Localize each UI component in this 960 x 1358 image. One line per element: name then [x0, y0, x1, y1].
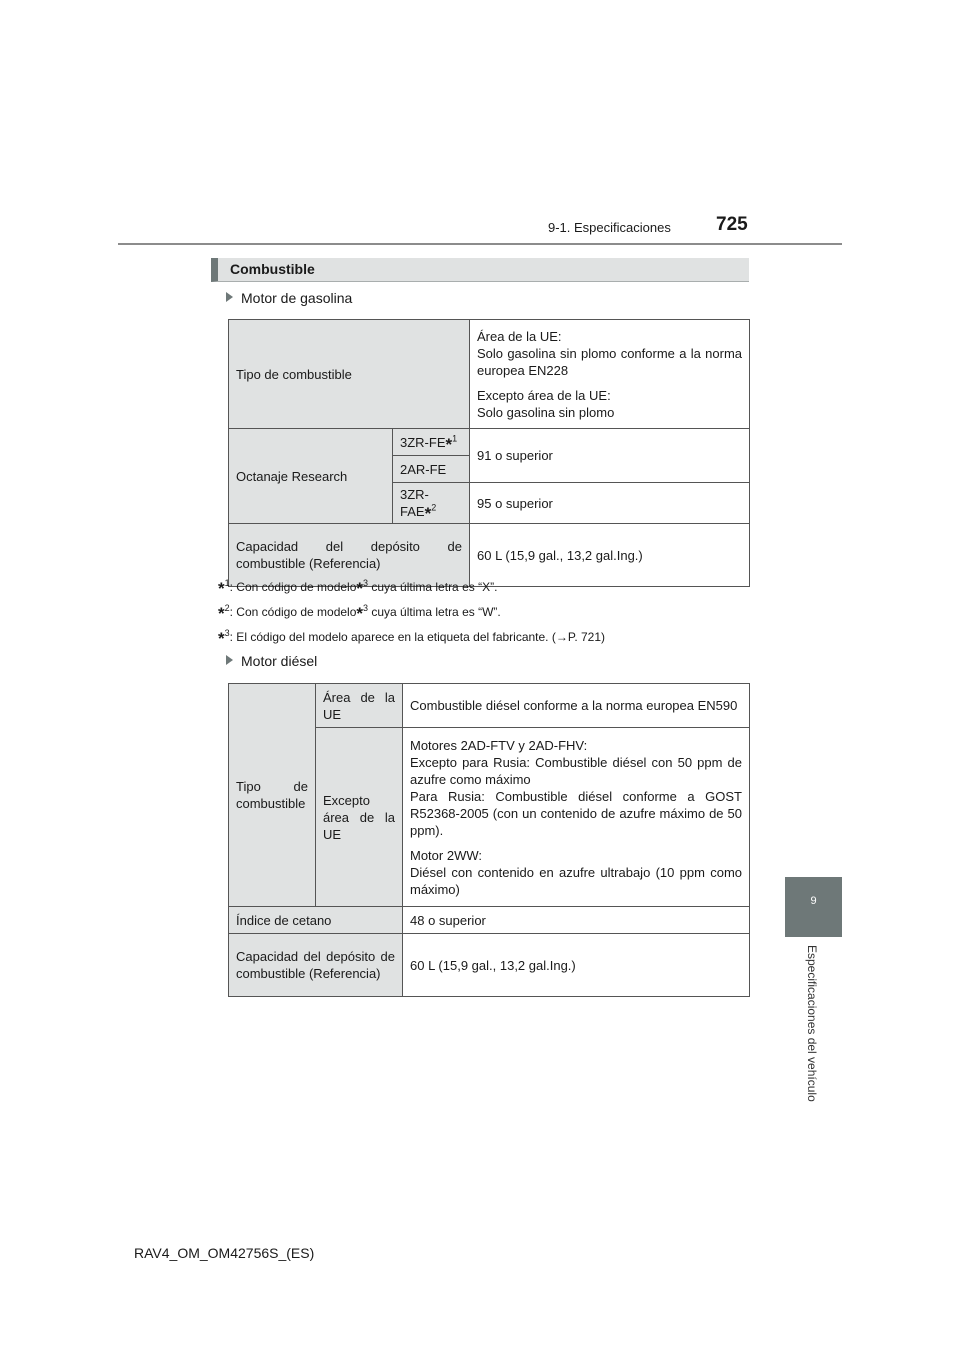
section-heading-bar: [211, 258, 749, 282]
diesel-spec-table: [228, 683, 750, 997]
engine-3zr-fe-label: 3ZR-FE: [400, 434, 446, 450]
fuel-noneu-title: Excepto área de la UE:: [477, 387, 611, 403]
noneu-area-label: Excepto área de la UE: [316, 728, 403, 907]
chapter-tab-number: 9: [810, 895, 817, 907]
footnote-text: : Con código de modelo: [229, 605, 357, 619]
eu-area-label: Área de la UE: [316, 684, 403, 728]
noneu-text-3: Diésel con contenido en azufre ultrabajo (10 ppm como máximo): [410, 864, 742, 897]
engine-3zr-fe: [393, 429, 470, 456]
fuel-type-value: [470, 320, 750, 429]
octane-label: Octanaje Research: [229, 429, 393, 524]
table-row: [229, 429, 750, 456]
triangle-bullet-icon: [226, 292, 233, 302]
engine-3zr-fae: [393, 483, 470, 524]
noneu-title-2: Motor 2WW:: [410, 847, 482, 863]
table-row: [229, 934, 750, 997]
diesel-capacity-label: Capacidad del depósito de combustible (Referencia): [229, 934, 403, 997]
footnote-text: cuya última letra es “W”.: [368, 605, 501, 619]
footnote-ref: 2: [431, 502, 437, 513]
chapter-tab-label: Especificaciones del vehículo: [805, 945, 819, 1102]
section-title: Combustible: [230, 261, 315, 277]
footnote-ref: 1: [452, 433, 458, 444]
footnote-3: [218, 628, 606, 648]
footnote-mark: 2: [224, 603, 230, 613]
footnote-text: cuya última letra es “X”.: [368, 580, 498, 594]
gasoline-heading: [226, 290, 352, 306]
engine-3zr-fae-label: 3ZR-FAE: [400, 487, 429, 519]
asterisk-icon: *: [218, 604, 225, 623]
footnote-text: : El código del modelo aparece en la etiqueta del fabricante. (: [229, 630, 556, 644]
footnote-text: : Con código de modelo: [229, 580, 357, 594]
diesel-heading: [226, 653, 317, 669]
footnote-ref: 3: [363, 578, 369, 588]
eu-area-value: Combustible diésel conforme a la norma europea EN590: [403, 684, 750, 728]
footnote-mark: 3: [224, 628, 230, 638]
table-row: [229, 524, 750, 587]
octane-value-95: 95 o superior: [470, 483, 750, 524]
diesel-capacity-value: 60 L (15,9 gal., 13,2 gal.Ing.): [403, 934, 750, 997]
gasoline-heading-text: Motor de gasolina: [241, 290, 353, 306]
fuel-noneu-text: Solo gasolina sin plomo: [477, 404, 615, 420]
asterisk-icon: *: [218, 629, 225, 648]
table-row: [229, 320, 750, 429]
octane-value-91: 91 o superior: [470, 429, 750, 483]
chapter-tab: [785, 877, 842, 937]
asterisk-icon: *: [356, 604, 364, 623]
noneu-text-2: Para Rusia: Combustible diésel conforme a GOST R52368-2005 (con un contenido de azufre máximo de 50 ppm).: [410, 788, 742, 838]
table-row: [229, 907, 750, 934]
page-number: 725: [716, 214, 748, 235]
cetane-label: Índice de cetano: [229, 907, 403, 934]
asterisk-icon: *: [218, 579, 225, 598]
footnote-1: [218, 578, 498, 598]
document-code: RAV4_OM_OM42756S_(ES): [134, 1245, 315, 1261]
asterisk-icon: *: [356, 579, 364, 598]
capacity-value: 60 L (15,9 gal., 13,2 gal.Ing.): [470, 524, 750, 587]
header-divider: [118, 243, 842, 245]
footnote-mark: 1: [224, 578, 230, 588]
noneu-text-1: Excepto para Rusia: Combustible diésel con 50 ppm de azufre como máximo: [410, 754, 742, 787]
diesel-fuel-type-label: Tipo de combustible: [229, 684, 316, 907]
triangle-bullet-icon: [226, 655, 233, 665]
noneu-title-1: Motores 2AD-FTV y 2AD-FHV:: [410, 737, 588, 753]
header-section-title: 9-1. Especificaciones: [548, 220, 671, 235]
fuel-eu-text: Solo gasolina sin plomo conforme a la norma europea EN228: [477, 345, 742, 378]
footnote-page-link[interactable]: P. 721): [567, 630, 606, 644]
cetane-value: 48 o superior: [403, 907, 750, 934]
asterisk-icon: *: [445, 434, 453, 454]
fuel-type-label: Tipo de combustible: [229, 320, 470, 429]
gasoline-spec-table: [228, 319, 750, 587]
capacity-label: Capacidad del depósito de combustible (Referencia): [229, 524, 470, 587]
footnote-ref: 3: [363, 603, 369, 613]
engine-2ar-fe: 2AR-FE: [393, 456, 470, 483]
fuel-eu-title: Área de la UE:: [477, 328, 562, 344]
footnote-2: [218, 603, 501, 623]
arrow-right-icon: →: [555, 630, 568, 644]
noneu-area-value: [403, 728, 750, 907]
asterisk-icon: *: [424, 504, 432, 523]
diesel-heading-text: Motor diésel: [241, 653, 318, 669]
table-row: [229, 684, 750, 728]
